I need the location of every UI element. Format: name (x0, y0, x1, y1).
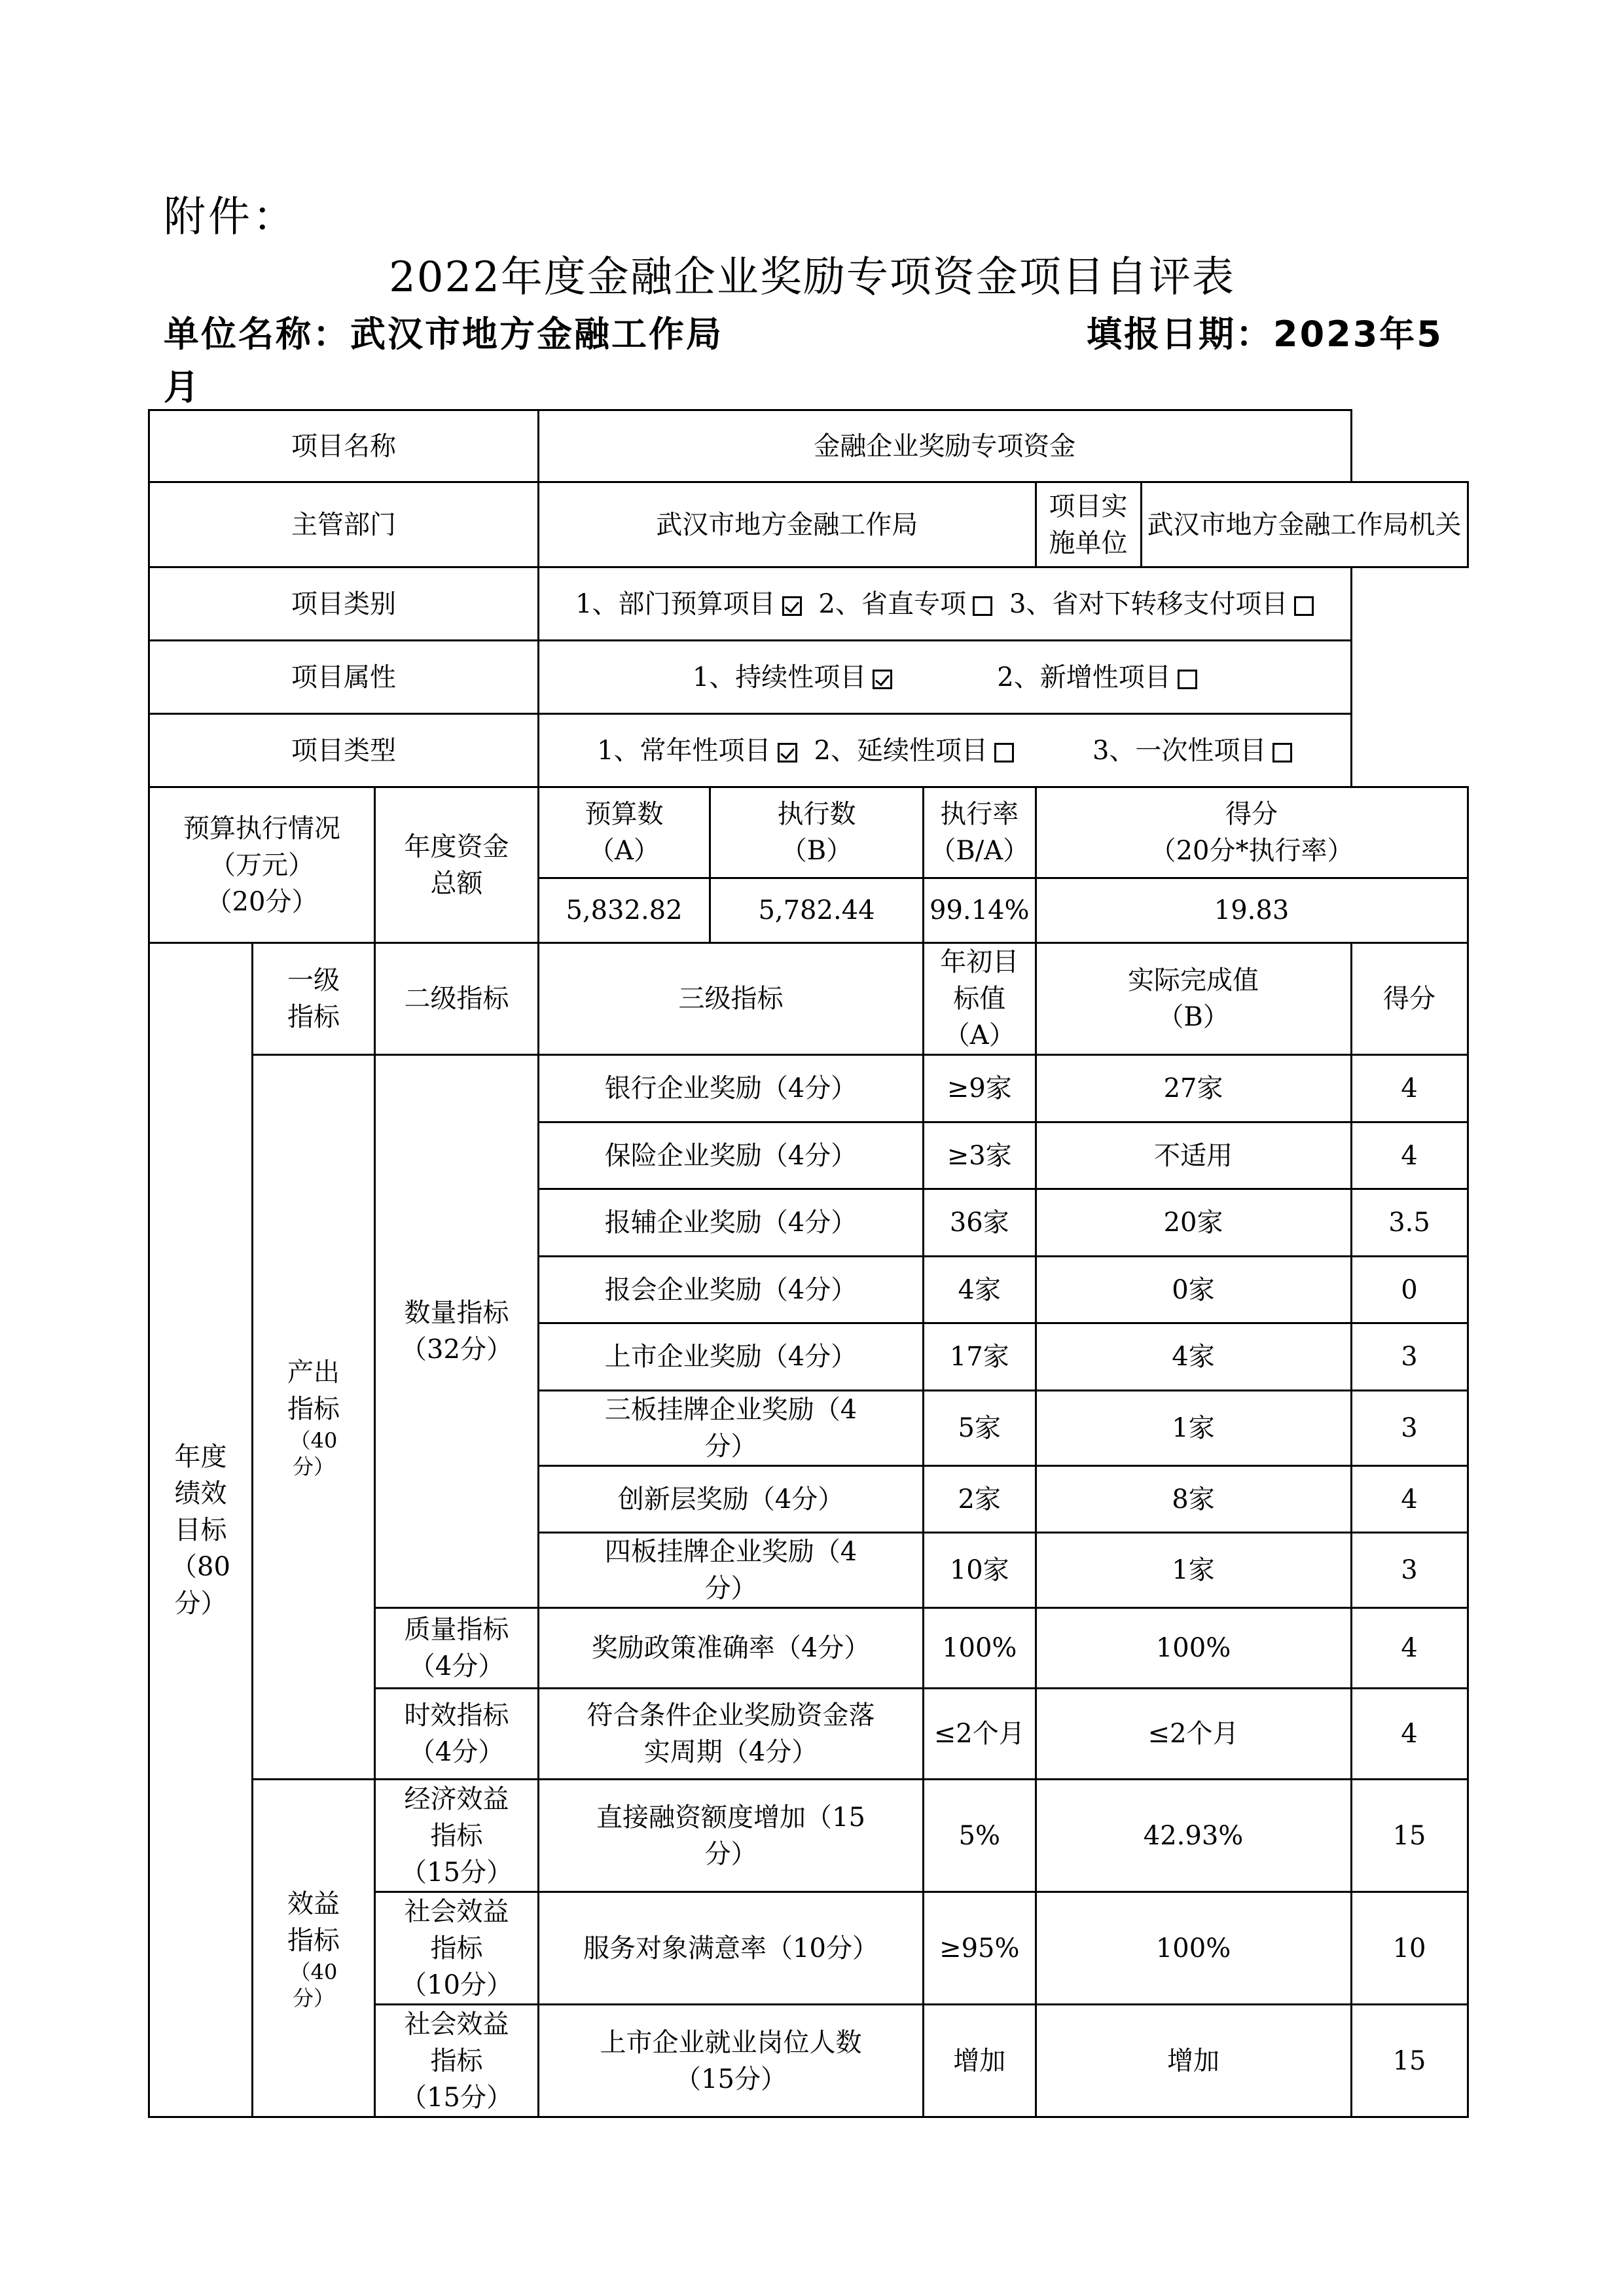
score-cell: 3.5 (1351, 1189, 1468, 1257)
impl-unit-value: 武汉市地方金融工作局机关 (1141, 482, 1468, 567)
indicator-cell: 银行企业奖励（4分） (539, 1055, 924, 1122)
option-label: 1、常年性项目 (597, 735, 771, 766)
label-line: 指标 (287, 1394, 340, 1424)
level3-header: 三级指标 (539, 943, 924, 1055)
target-cell: ≥3家 (924, 1122, 1036, 1189)
budget-exec-label (149, 787, 375, 943)
label-line: 绩效 (174, 1478, 227, 1509)
type-options (539, 714, 1352, 787)
label-line: 年度 (174, 1441, 227, 1472)
label-line: 执行数 (777, 799, 856, 829)
label-line: （B） (1157, 1002, 1229, 1032)
checkbox-icon[interactable] (973, 596, 992, 616)
label-line: 指标 (287, 1925, 340, 1956)
self-evaluation-table (148, 409, 1469, 2118)
exec-rate-value: 99.14% (924, 878, 1036, 943)
label-line: 预算执行情况 (183, 813, 340, 844)
actual-cell: ≤2个月 (1036, 1689, 1351, 1780)
label-line: 指标 (430, 1933, 483, 1964)
economic-benefit-label (375, 1780, 539, 1892)
target-cell: 4家 (924, 1257, 1036, 1323)
label-line: 分） (292, 1985, 334, 2011)
option-label: 2、省直专项 (818, 588, 966, 619)
actual-header (1036, 943, 1351, 1055)
actual-cell: 8家 (1036, 1466, 1351, 1533)
label-line: 质量指标 (404, 1615, 509, 1645)
type-label: 项目类型 (149, 714, 539, 787)
checkbox-icon[interactable] (1178, 670, 1197, 689)
checkbox-icon[interactable] (994, 743, 1014, 762)
target-cell: ≤2个月 (924, 1689, 1036, 1780)
indicator-cell: 奖励政策准确率（4分） (539, 1608, 924, 1689)
unit-name: 单位名称：武汉市地方金融工作局 (164, 314, 723, 355)
label-line: （A） (943, 1020, 1015, 1050)
target-cell: ≥9家 (924, 1055, 1036, 1122)
score-cell: 3 (1351, 1391, 1468, 1466)
actual-cell: 20家 (1036, 1189, 1351, 1257)
budget-amount-header (539, 787, 710, 878)
label-line: 分） (174, 1588, 227, 1619)
label-line: （40 (289, 1428, 338, 1453)
indicator-cell: 保险企业奖励（4分） (539, 1122, 924, 1189)
indicator-cell (539, 1780, 924, 1892)
score-cell: 4 (1351, 1608, 1468, 1689)
score-header: 得分 (1351, 943, 1468, 1055)
label-line: 执行率 (940, 799, 1019, 829)
label-line: （15分） (675, 2064, 787, 2094)
actual-cell: 增加 (1036, 2005, 1351, 2117)
attribute-options (539, 641, 1352, 714)
actual-cell: 100% (1036, 1892, 1351, 2005)
type-option (1092, 736, 1292, 766)
time-indicator-label (375, 1689, 539, 1780)
attribute-label: 项目属性 (149, 641, 539, 714)
target-cell: 100% (924, 1608, 1036, 1689)
target-cell: 5% (924, 1780, 1036, 1892)
label-line: 数量指标 (404, 1298, 509, 1328)
exec-amount-value: 5,782.44 (710, 878, 924, 943)
target-header (924, 943, 1036, 1055)
target-cell: ≥95% (924, 1892, 1036, 2005)
label-line: 符合条件企业奖励资金落 (586, 1700, 875, 1731)
dept-value: 武汉市地方金融工作局 (539, 482, 1036, 567)
label-line: 四板挂牌企业奖励（4 (604, 1537, 857, 1567)
indicator-cell: 创新层奖励（4分） (539, 1466, 924, 1533)
social-benefit-label (375, 1892, 539, 2005)
label-line: 社会效益 (404, 2009, 509, 2039)
checkbox-icon[interactable] (1294, 596, 1314, 616)
annual-total-label (375, 787, 539, 943)
form-title: 2022年度金融企业奖励专项资金项目自评表 (389, 253, 1235, 302)
actual-cell: 不适用 (1036, 1122, 1351, 1189)
label-line: 上市企业就业岗位人数 (600, 2027, 862, 2058)
indicator-cell: 报辅企业奖励（4分） (539, 1189, 924, 1257)
option-label: 1、部门预算项目 (575, 588, 776, 619)
indicator-cell: 服务对象满意率（10分） (539, 1892, 924, 2005)
category-option (1009, 589, 1314, 619)
label-line: （15分） (401, 1857, 513, 1888)
label-line: 分） (704, 1839, 757, 1869)
fill-date-month: 月 (164, 367, 199, 408)
level1-header (253, 943, 375, 1055)
attachment-label: 附件： (164, 193, 297, 242)
score-cell: 15 (1351, 1780, 1468, 1892)
social-benefit-label (375, 2005, 539, 2117)
actual-cell: 1家 (1036, 1391, 1351, 1466)
project-name-value: 金融企业奖励专项资金 (539, 410, 1352, 482)
label-line: 分） (704, 1573, 757, 1604)
label-line: （20分） (206, 886, 318, 917)
label-line: 年初目标值 (940, 947, 1019, 1014)
label-line: 经济效益 (404, 1784, 509, 1814)
label-line: 得分 (1225, 799, 1278, 829)
label-line: 预算数 (585, 799, 664, 829)
category-options (539, 567, 1352, 641)
label-line: （15分） (401, 2082, 513, 2113)
target-cell: 5家 (924, 1391, 1036, 1466)
score-cell: 3 (1351, 1323, 1468, 1391)
indicator-cell (539, 1391, 924, 1466)
label-line: 指标 (430, 1820, 483, 1851)
label-line: 一级 (287, 965, 340, 996)
label-line: （80 (171, 1551, 230, 1582)
label-line: 年度资金 (404, 831, 509, 862)
label-line: （40 (289, 1959, 338, 1984)
label-line: 实际完成值 (1128, 965, 1259, 996)
indicator-cell (539, 2005, 924, 2117)
checkbox-checked-icon[interactable] (873, 670, 892, 689)
label-line: （B/A） (929, 836, 1030, 866)
type-option (814, 736, 1014, 766)
label-line: 分） (292, 1454, 334, 1479)
option-label: 2、延续性项目 (814, 735, 988, 766)
attribute-option (997, 662, 1197, 692)
impl-unit-label: 项目实施单位 (1036, 482, 1141, 567)
score-cell: 4 (1351, 1466, 1468, 1533)
score-cell: 4 (1351, 1055, 1468, 1122)
budget-score-header (1036, 787, 1468, 878)
option-label: 1、持续性项目 (692, 662, 867, 692)
label-line: 三板挂牌企业奖励（4 (604, 1395, 857, 1425)
output-indicator-label (253, 1055, 375, 1780)
exec-rate-header (924, 787, 1036, 878)
quality-indicator-label (375, 1608, 539, 1689)
label-line: （4分） (408, 1737, 505, 1767)
annual-perf-label (149, 943, 253, 2117)
label-line: 指标 (430, 2045, 483, 2076)
score-cell: 0 (1351, 1257, 1468, 1323)
category-option (575, 589, 801, 619)
label-line: 时效指标 (404, 1700, 509, 1731)
label-line: 实周期（4分） (643, 1737, 818, 1767)
target-cell: 2家 (924, 1466, 1036, 1533)
label-line: 社会效益 (404, 1896, 509, 1927)
category-option (819, 589, 992, 619)
indicator-cell (539, 1689, 924, 1780)
actual-cell: 27家 (1036, 1055, 1351, 1122)
attribute-option (693, 662, 892, 692)
label-line: （20分*执行率） (1149, 836, 1354, 866)
label-line: 直接融资额度增加（15 (596, 1802, 865, 1833)
level2-header: 二级指标 (375, 943, 539, 1055)
label-line: 效益 (287, 1888, 340, 1919)
category-label: 项目类别 (149, 567, 539, 641)
label-line: （万元） (209, 850, 314, 880)
type-option (597, 736, 797, 766)
checkbox-icon[interactable] (1272, 743, 1292, 762)
target-cell: 36家 (924, 1189, 1036, 1257)
target-cell: 增加 (924, 2005, 1036, 2117)
actual-cell: 100% (1036, 1608, 1351, 1689)
benefit-indicator-label (253, 1780, 375, 2117)
actual-cell: 1家 (1036, 1533, 1351, 1608)
actual-cell: 42.93% (1036, 1780, 1351, 1892)
label-line: 指标 (287, 1002, 340, 1032)
label-line: （B） (780, 836, 853, 866)
indicator-cell: 报会企业奖励（4分） (539, 1257, 924, 1323)
checkbox-checked-icon[interactable] (782, 596, 802, 616)
budget-score-value: 19.83 (1036, 878, 1468, 943)
fill-date: 填报日期：2023年5 (1087, 314, 1443, 355)
option-label: 3、一次性项目 (1092, 735, 1267, 766)
actual-cell: 4家 (1036, 1323, 1351, 1391)
actual-cell: 0家 (1036, 1257, 1351, 1323)
target-cell: 10家 (924, 1533, 1036, 1608)
budget-amount-value: 5,832.82 (539, 878, 710, 943)
option-label: 3、省对下转移支付项目 (1009, 588, 1288, 619)
label-line: 总额 (430, 868, 483, 899)
checkbox-checked-icon[interactable] (778, 743, 797, 762)
label-line: （A） (588, 836, 660, 866)
label-line: （4分） (408, 1651, 505, 1681)
target-cell: 17家 (924, 1323, 1036, 1391)
score-cell: 10 (1351, 1892, 1468, 2005)
label-line: （32分） (401, 1335, 513, 1365)
indicator-cell: 上市企业奖励（4分） (539, 1323, 924, 1391)
indicator-cell (539, 1533, 924, 1608)
score-cell: 15 (1351, 2005, 1468, 2117)
quantity-indicator-label (375, 1055, 539, 1608)
score-cell: 4 (1351, 1122, 1468, 1189)
label-line: （10分） (401, 1969, 513, 2000)
label-line: 分） (704, 1431, 757, 1462)
label-line: 产出 (287, 1357, 340, 1388)
score-cell: 3 (1351, 1533, 1468, 1608)
label-line: 目标 (174, 1515, 227, 1545)
exec-amount-header (710, 787, 924, 878)
option-label: 2、新增性项目 (997, 662, 1171, 692)
project-name-label: 项目名称 (149, 410, 539, 482)
score-cell: 4 (1351, 1689, 1468, 1780)
dept-label: 主管部门 (149, 482, 539, 567)
